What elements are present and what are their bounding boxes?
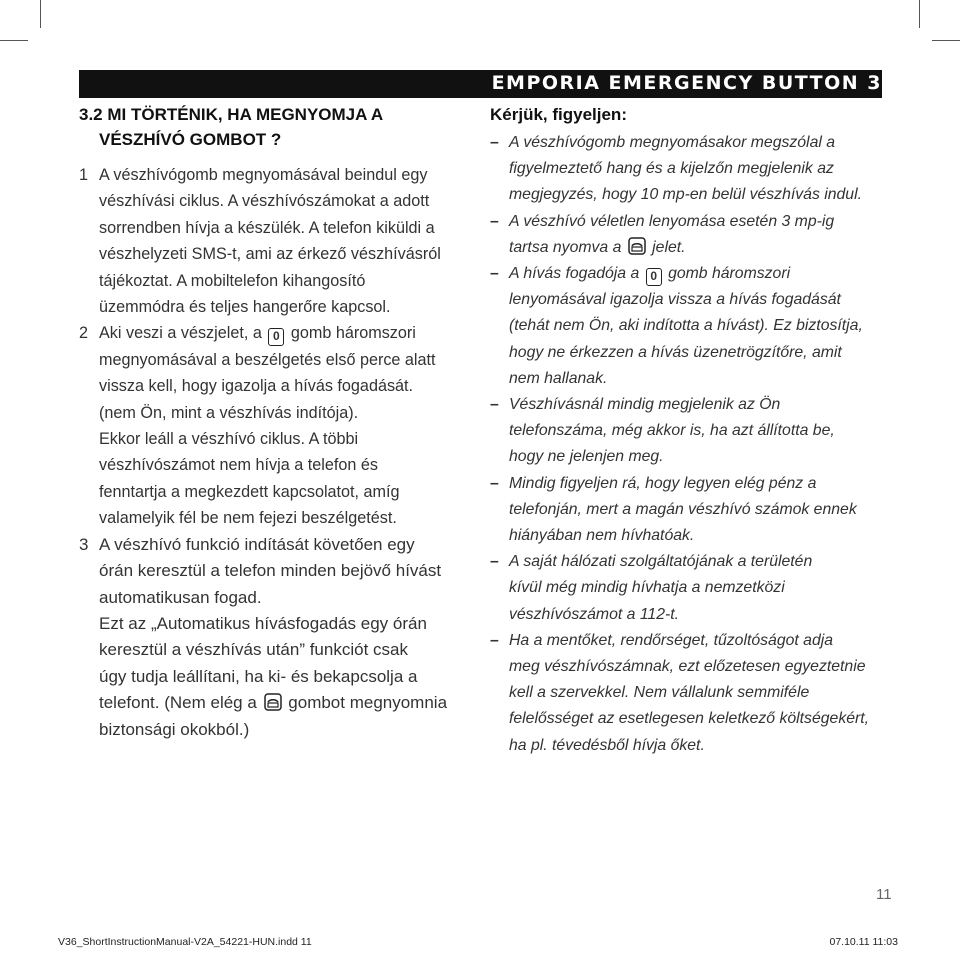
notice-item [490, 628, 882, 759]
header-bar [79, 70, 882, 98]
section-title-line2: VÉSZHÍVÓ GOMBOT ? [99, 130, 282, 149]
text-line: kívül még mindig hívhatja a nemzetközi [509, 579, 785, 597]
text-line: hogy ne érkezzen a hívás üzenetrögzítőre, amit [509, 343, 842, 361]
notice-item [490, 471, 882, 550]
section-title-line1: 3.2 MI TÖRTÉNIK, HA MEGNYOMJA A [79, 105, 384, 124]
text-fragment: tartsa nyomva a [509, 238, 622, 256]
crop-mark [0, 40, 28, 41]
text-line: sorrendben hívja a készülék. A telefon kiküldi a [99, 218, 435, 237]
text-line: A vészhívógomb megnyomásakor megszólal a [509, 134, 836, 151]
crop-mark [932, 40, 960, 41]
text-fragment: telefont. (Nem elég a [99, 693, 257, 713]
footer-timestamp: 07.10.11 11:03 [829, 936, 898, 948]
notice-item [490, 130, 882, 209]
text-line: valamelyik fél be nem fejezi beszélgetést. [99, 509, 397, 528]
text-line: nem hallanak. [509, 369, 608, 387]
text-line: hiányában nem hívhatóak. [509, 527, 695, 545]
text-line: Ezt az „Automatikus hívásfogadás egy órán [99, 613, 427, 633]
text-line: ha pl. tévedésből hívja őket. [509, 736, 705, 754]
text-line: figyelmeztető hang és a kijelzőn megjelenik az [509, 160, 834, 178]
text-line: megnyomásával a beszélgetés első perce alatt [99, 350, 436, 369]
text-fragment: Aki veszi a vészjelet, a [99, 324, 262, 343]
paragraph-number: 2 [79, 324, 89, 343]
paragraph-number: 3 [79, 534, 89, 554]
crop-mark [40, 0, 41, 28]
paragraph-2 [79, 320, 479, 531]
text-line: biztonsági okokból.) [99, 719, 250, 739]
paragraph-number: 1 [79, 166, 89, 184]
text-line: automatikusan fogad. [99, 587, 262, 607]
notice-list [490, 130, 882, 759]
text-line: Ekkor leáll a vészhívó ciklus. A többi [99, 430, 359, 449]
paragraph-1 [79, 162, 479, 320]
text-line: meg vészhívószámnak, ezt előzetesen egyeztetnie [509, 658, 866, 676]
text-line: vissza kell, hogy igazolja a hívás fogadását. [99, 377, 414, 396]
text-line [99, 320, 479, 346]
text-line: Ha a mentőket, rendőrséget, tűzoltóságot adja [509, 631, 834, 649]
text-line: felelősséget az esetlegesen keletkező költségekért, [509, 710, 870, 728]
section-title [79, 102, 479, 152]
text-line: vészhelyzeti SMS-t, ami az érkező vészhívásról [99, 245, 441, 264]
text-line: vészhívószámot a 112-t. [509, 605, 680, 623]
text-line [99, 690, 479, 716]
text-line: lenyomásával igazolja vissza a hívás fogadását [509, 291, 841, 309]
text-line: órán keresztül a telefon minden bejövő hívást [99, 561, 442, 581]
text-line: Mindig figyeljen rá, hogy legyen elég pénz a [509, 474, 817, 492]
text-line: telefonszáma, még akkor is, ha azt állította be, [509, 422, 835, 440]
text-line: vészhívószámot nem hívja a telefon és [99, 456, 378, 475]
page-number: 11 [876, 886, 892, 903]
paragraph-3 [79, 532, 479, 743]
dash-marker: – [490, 134, 499, 151]
footer-filename: V36_ShortInstructionManual-V2A_54221-HUN.indd 11 [58, 936, 312, 948]
dash-marker: – [490, 474, 499, 492]
text-line: tájékoztat. A mobiltelefon kihangosító [99, 271, 366, 290]
dash-marker: – [490, 553, 499, 571]
text-line: Vészhívásnál mindig megjelenik az Ön [509, 396, 781, 414]
notice-item [490, 261, 882, 392]
text-line: telefonján, mert a magán vészhívó számok ennek [509, 500, 857, 518]
header-title: EMPORIA EMERGENCY BUTTON 3 [491, 72, 882, 94]
text-line: (nem Ön, mint a vészhívás indítója). [99, 403, 359, 422]
zero-key-icon: 0 [268, 328, 284, 346]
text-line: kell a szervekkel. Nem vállalunk semmiféle [509, 684, 810, 702]
right-column [490, 104, 882, 759]
text-line: hogy ne jelenjen meg. [509, 448, 664, 466]
notice-item [490, 209, 882, 261]
text-fragment: A hívás fogadója a [509, 265, 640, 283]
text-line: keresztül a vészhívás után” funkciót csak [99, 640, 408, 660]
notice-item [490, 392, 882, 471]
text-line: úgy tudja leállítani, ha ki- és bekapcsolja a [99, 666, 418, 686]
envelope-phone-icon [264, 693, 282, 711]
text-line: fenntartja a megkezdett kapcsolatot, amíg [99, 482, 400, 501]
text-line: üzemmódra és teljes hangerőre kapcsol. [99, 298, 391, 317]
text-line: A vészhívó funkció indítását követően egy [99, 534, 415, 554]
dash-marker: – [490, 631, 499, 649]
zero-key-icon: 0 [646, 268, 662, 286]
text-line: vészhívási ciklus. A vészhívószámokat a adott [99, 192, 430, 211]
dash-marker: – [490, 212, 499, 230]
dash-marker: – [490, 265, 499, 283]
text-line [509, 261, 882, 287]
text-fragment: gombot megnyomnia [288, 693, 448, 713]
envelope-phone-icon [628, 237, 646, 255]
notice-item [490, 549, 882, 628]
notice-title: Kérjük, figyeljen: [490, 105, 627, 124]
text-line [509, 235, 882, 261]
left-column [79, 102, 479, 743]
dash-marker: – [490, 396, 499, 414]
text-fragment: jelet. [652, 238, 686, 256]
text-fragment: gomb háromszori [668, 265, 791, 283]
text-line: megjegyzés, hogy 10 mp-en belül vészhívás indul. [509, 186, 862, 204]
text-line: A vészhívó véletlen lenyomása esetén 3 mp-ig [509, 212, 835, 230]
text-line: A saját hálózati szolgáltatójának a területén [509, 553, 813, 571]
crop-mark [919, 0, 920, 28]
text-fragment: gomb háromszori [290, 324, 416, 343]
text-line: A vészhívógomb megnyomásával beindul egy [99, 166, 428, 184]
text-line: (tehát nem Ön, aki indította a hívást). Ez biztosítja, [509, 317, 863, 335]
